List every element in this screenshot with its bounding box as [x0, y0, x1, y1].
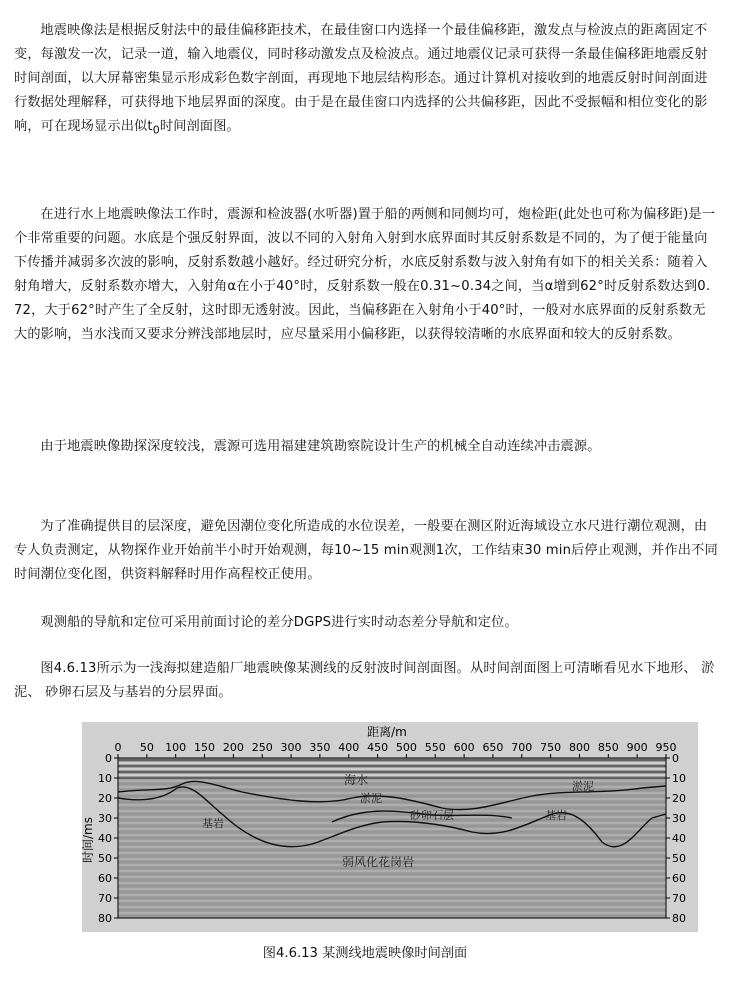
x-tick-label: 50 — [139, 741, 154, 754]
seismic-section-svg — [82, 722, 698, 932]
x-tick-label: 600 — [453, 741, 475, 754]
label-mud-right: 淤泥 — [572, 780, 594, 793]
x-tick-label: 350 — [309, 741, 331, 754]
seismic-section-figure — [82, 722, 698, 932]
y-tick-label-right: 80 — [672, 912, 686, 925]
x-tick-label: 550 — [424, 741, 446, 754]
label-mud: 淤泥 — [360, 792, 382, 805]
x-tick-label: 200 — [222, 741, 244, 754]
x-tick-label: 900 — [626, 741, 648, 754]
y-tick-label-left: 20 — [98, 792, 112, 805]
x-tick-label: 300 — [280, 741, 302, 754]
y-tick-label-right: 0 — [672, 752, 679, 765]
y-tick-label-left: 70 — [98, 892, 112, 905]
y-tick-label-right: 70 — [672, 892, 686, 905]
x-tick-label: 950 — [655, 741, 677, 754]
x-tick-label: 800 — [568, 741, 590, 754]
y-tick-label-left: 50 — [98, 852, 112, 865]
paragraph-text-tail: 时间剖面图。 — [159, 119, 240, 134]
x-axis-title: 距离/m — [367, 725, 407, 739]
y-axis-title: 时间/ms — [82, 817, 95, 863]
y-tick-label-right: 10 — [672, 772, 686, 785]
figure-caption: 图4.6.13 某测线地震映像时间剖面 — [262, 946, 468, 961]
x-tick-label: 450 — [367, 741, 389, 754]
paragraph-seismic-source: 由于地震映像勘探深度较浅，震源可选用福建建筑勘察院设计生产的机械全自动连续冲击震源。 — [40, 439, 601, 454]
y-tick-label-left: 40 — [98, 832, 112, 845]
x-tick-label: 400 — [338, 741, 360, 754]
y-tick-label-right: 20 — [672, 792, 686, 805]
y-tick-label-right: 50 — [672, 852, 686, 865]
y-tick-label-right: 30 — [672, 812, 686, 825]
x-tick-label: 750 — [540, 741, 562, 754]
x-tick-label: 850 — [597, 741, 619, 754]
paragraph-method-principle — [14, 19, 718, 143]
x-tick-label: 150 — [194, 741, 216, 754]
label-seawater: 海水 — [344, 773, 369, 787]
label-granite: 弱风化花岗岩 — [342, 855, 415, 869]
paragraph-tide-observation: 为了准确提供目的层深度，避免因潮位变化所造成的水位误差，一般要在测区附近海域设立水尺进行潮位观测，由专人负责测定，从物探作业开始前半小时开始观测，每10~15 min观测1次，工作结束30 min后停止观测，并作出不同时间潮位变化图，供资料解释时用作高程校正使用。 — [14, 519, 718, 582]
paragraph-offset-selection: 在进行水上地震映像法工作时，震源和检波器(水听器)置于船的两侧和同侧均可，炮检距(此处也可称为偏移距)是一个非常重要的问题。水底是个强反射界面，波以不同的入射角入射到水底界面时其反射系数是不同的，为了便于能量向下传播并减弱多次波的影响，反射系数越小越好。经过研究分析，水底反射系数与波入射角有如下的相关关系：随着入射角增大，反射系数亦增大，入射角α在小于40°时，反射系数一般在0.31~0.34之间，当α增到62°时反射系数达到0.72，大于62°时产生了全反射，这时即无透射波。因此，当偏移距在入射角小于40°时，一般对水底界面的反射系数无大的影响，当水浅而又要求分辨浅部地层时，应尽量采用小偏移距，以获得较清晰的水底界面和较大的反射系数。 — [14, 207, 716, 342]
x-tick-label: 700 — [511, 741, 533, 754]
x-tick-label: 650 — [482, 741, 504, 754]
y-tick-label-left: 10 — [98, 772, 112, 785]
x-tick-label: 0 — [114, 741, 122, 754]
label-bedrock-right: 基岩 — [545, 809, 567, 822]
y-tick-label-left: 80 — [98, 912, 112, 925]
y-tick-label-right: 60 — [672, 872, 686, 885]
y-tick-label-left: 30 — [98, 812, 112, 825]
subscript-zero: 0 — [152, 123, 160, 137]
paragraph-text: 地震映像法是根据反射法中的最佳偏移距技术，在最佳窗口内选择一个最佳偏移距，激发点与检波点的距离固定不变，每激发一次，记录一道，输入地震仪，同时移动激发点及检波点。通过地震仪记录可获得一条最佳偏移距地震反射时间剖面，以大屏幕密集显示形成彩色数字剖面，再现地下地层结构形态。通过计算机对接收到的地震反射时间剖面进行数据处理解释，可获得地下地层界面的深度。由于是在最佳窗口内选择的公共偏移距，因此不受振幅和相位变化的影响，可在现场显示出似t — [14, 23, 708, 134]
x-tick-label: 500 — [395, 741, 417, 754]
x-tick-label: 250 — [251, 741, 273, 754]
label-gravel: 砂卵石层 — [410, 809, 454, 822]
y-tick-label-left: 0 — [105, 752, 112, 765]
paragraph-figure-intro: 图4.6.13所示为一浅海拟建造船厂地震映像某测线的反射波时间剖面图。从时间剖面图上可清晰看见水下地形、 淤泥、 砂卵石层及与基岩的分层界面。 — [14, 661, 715, 700]
label-bedrock-left: 基岩 — [202, 817, 224, 830]
y-tick-label-left: 60 — [98, 872, 112, 885]
x-tick-label: 100 — [165, 741, 187, 754]
y-tick-label-right: 40 — [672, 832, 686, 845]
paragraph-navigation: 观测船的导航和定位可采用前面讨论的差分DGPS进行实时动态差分导航和定位。 — [40, 615, 518, 630]
